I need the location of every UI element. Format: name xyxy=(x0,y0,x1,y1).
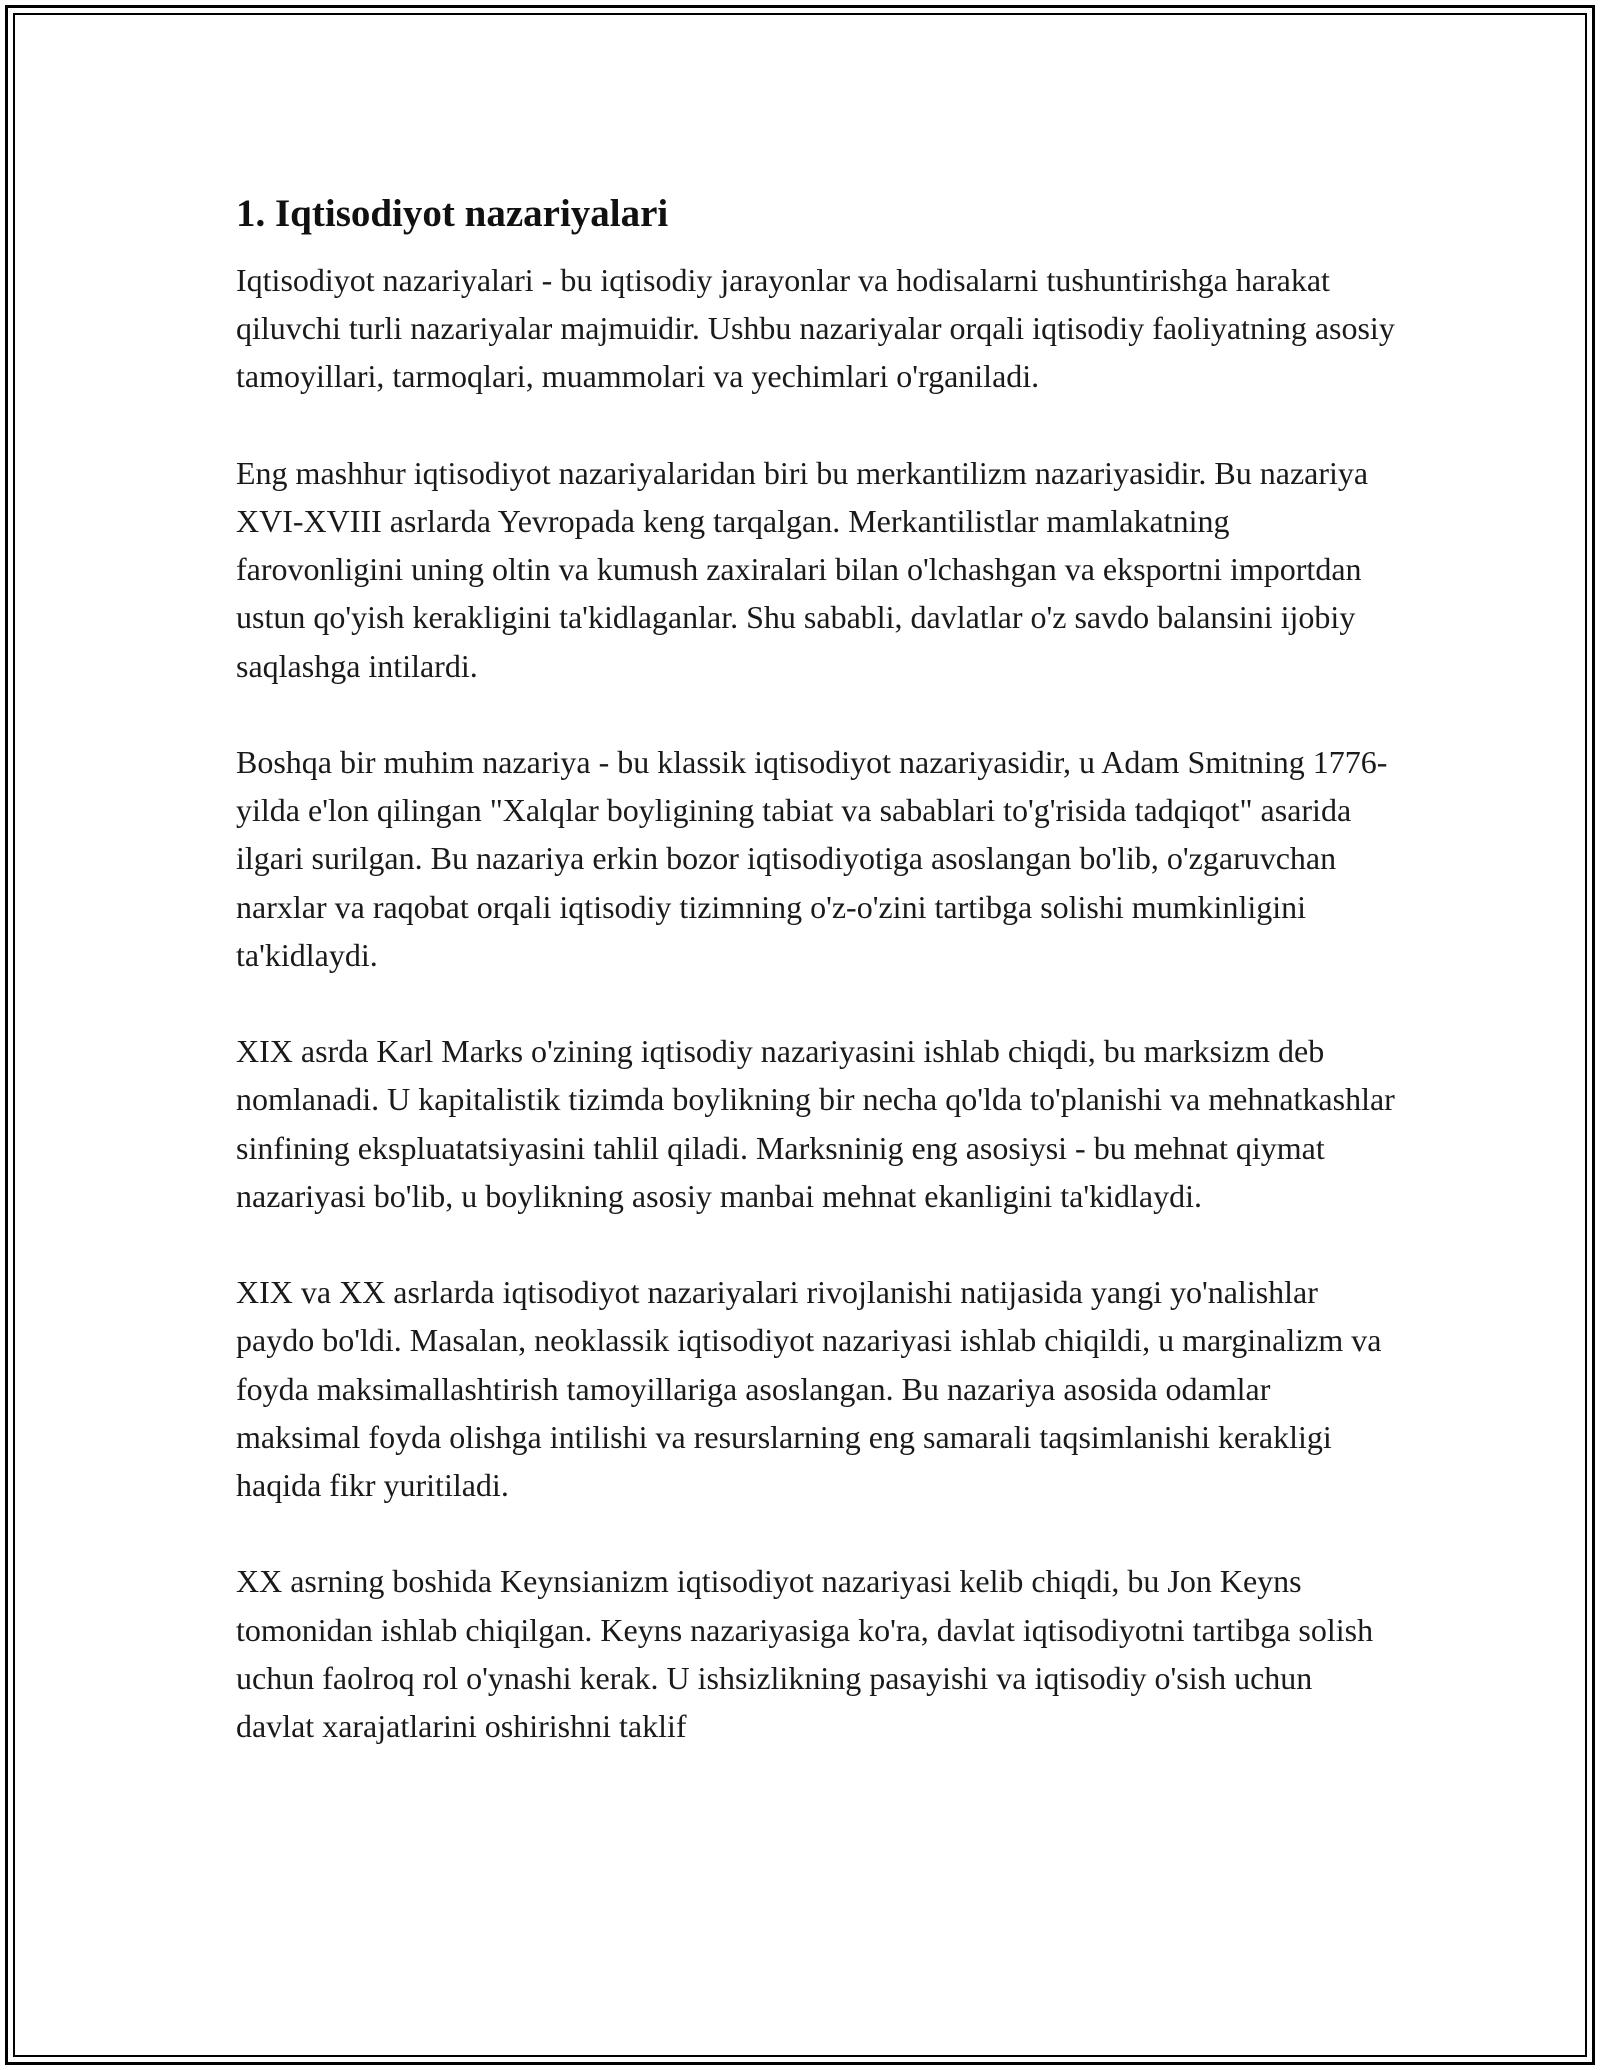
paragraph-marxism: XIX asrda Karl Marks o'zining iqtisodiy nazariyasini ishlab chiqdi, bu marksizm deb nomlanadi. U kapitalistik tizimda boylikning bir necha qo'lda to'planishi va mehnatkashlar sinfining ekspluatatsiyasini tahlil qiladi. Marksninig eng asosiysi - bu mehnat qiymat nazariyasi bo'lib, u boylikning asosiy manbai mehnat ekanligini ta'kidlaydi. xyxy=(236,1033,1395,1214)
paragraph-mercantilism: Eng mashhur iqtisodiyot nazariyalaridan biri bu merkantilizm nazariyasidir. Bu nazariya XVI-XVIII asrlarda Yevropada keng tarqalgan. Merkantilistlar mamlakatning farovonligini uning oltin va kumush zaxiralari bilan o'lchashgan va eksportni importdan ustun qo'yish kerakligini ta'kidlaganlar. Shu sababli, davlatlar o'z savdo balansini ijobiy saqlashga intilardi. xyxy=(236,454,1369,684)
paragraph-intro: Iqtisodiyot nazariyalari - bu iqtisodiy jarayonlar va hodisalarni tushuntirishga harakat qiluvchi turli nazariyalar majmuidir. Ushbu nazariyalar orqali iqtisodiy faoliyatning asosiy tamoyillari, tarmoqlari, muammolari va yechimlari o'rganiladi. xyxy=(236,262,1395,395)
section-heading: 1. Iqtisodiyot nazariyalari xyxy=(236,192,669,235)
paragraph-keynesianism: XX asrning boshida Keynsianizm iqtisodiyot nazariyasi kelib chiqdi, bu Jon Keyns tomonidan ishlab chiqilgan. Keyns nazariyasiga ko'ra, davlat iqtisodiyotni tartibga solish uchun faolroq rol o'ynashi kerak. U ishsizlikning pasayishi va iqtisodiy o'sish uchun davlat xarajatlarini oshirishni taklif xyxy=(236,1563,1374,1745)
paragraph-neoclassical: XIX va XX asrlarda iqtisodiyot nazariyalari rivojlanishi natijasida yangi yo'nalishlar paydo bo'ldi. Masalan, neoklassik iqtisodiyot nazariyasi ishlab chiqildi, u marginalizm va foyda maksimallashtirish tamoyillariga asoslangan. Bu nazariya asosida odamlar maksimal foyda olishga intilishi va resurslarning eng samarali taqsimlanishi kerakligi haqida fikr yuritiladi. xyxy=(236,1274,1382,1504)
document-body xyxy=(236,190,1396,1798)
paragraph-classical: Boshqa bir muhim nazariya - bu klassik iqtisodiyot nazariyasidir, u Adam Smitning 1776-yilda e'lon qilingan "Xalqlar boyligining tabiat va sabablari to'g'risida tadqiqot" asarida ilgari surilgan. Bu nazariya erkin bozor iqtisodiyotiga asoslangan bo'lib, o'zgaruvchan narxlar va raqobat orqali iqtisodiy tizimning o'z-o'zini tartibga solishi mumkinligini ta'kidlaydi. xyxy=(236,744,1388,973)
